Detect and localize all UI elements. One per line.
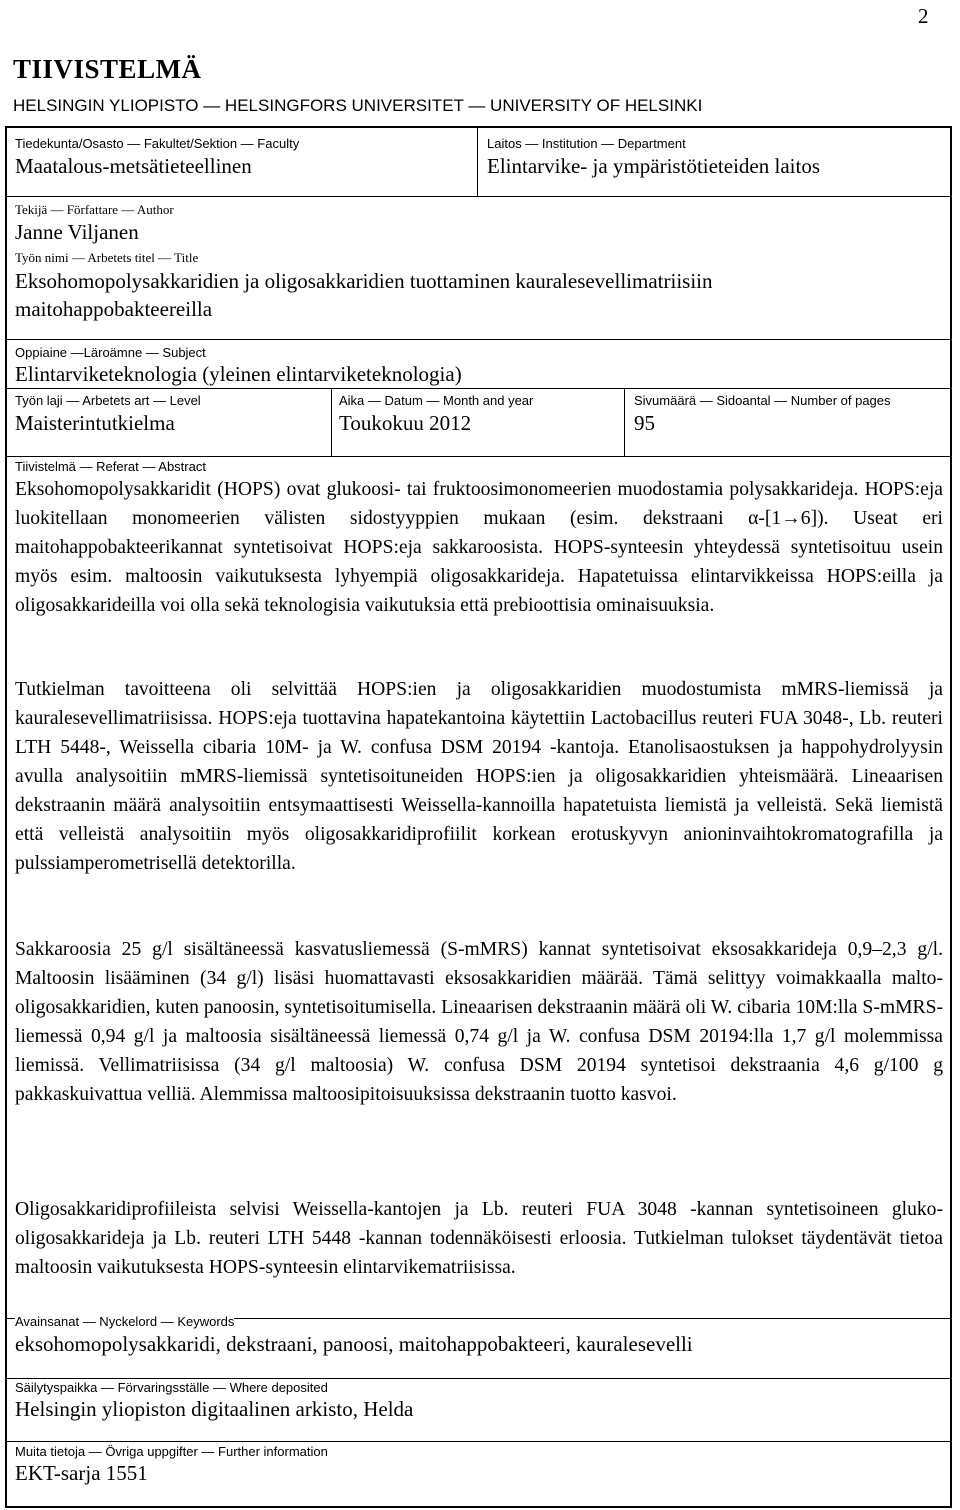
abstract-paragraph-3: Sakkaroosia 25 g/l sisältäneessä kasvatusliemessä (S-mMRS) kannat syntetisoivat eksosakkarideja 0,9–2,3 g/l. Maltoosin lisääminen (34 g/l) lisäsi huomattavasti eksosakkaridien määrää. Tämä selittyy voimakkaalla malto-oligosakkaridien, kuten panoosin, syntetisoitumisella. Lineaarisen dekstraanin määrä oli W. cibaria 10M:lla S-mMRS-liemessä 0,94 g/l ja maltoosia sisältäneessä liemessä 0,74 g/l ja W. confusa DSM 20194:lla 1,7 g/l molemmissa liemissä. Vellimatriisissa (34 g/l maltoosia) W. confusa DSM 20194 syntetisoi dekstraania 4,6 g/100 g pakkaskuivattua velliä. Alemmissa maltoosipitoisuuksissa dekstraanin tuotto kasvoi. (15, 939, 943, 1105)
abstract-label: Tiivistelmä — Referat — Abstract (15, 459, 206, 474)
row1-divider (477, 128, 478, 196)
deposited-value: Helsingin yliopiston digitaalinen arkisto, Helda (15, 1397, 414, 1421)
divider-7 (7, 1441, 950, 1442)
further-label: Muita tietoja — Övriga uppgifter — Further information (15, 1444, 328, 1459)
divider-6 (7, 1378, 950, 1379)
faculty-label: Tiedekunta/Osasto — Fakultet/Sektion — Faculty (15, 136, 300, 151)
further-value: EKT-sarja 1551 (15, 1461, 148, 1485)
pages-label: Sivumäärä — Sidoantal — Number of pages (634, 393, 891, 408)
university-header: HELSINGIN YLIOPISTO — HELSINGFORS UNIVERSITET — UNIVERSITY OF HELSINKI (13, 96, 703, 115)
row-divider-b (624, 388, 625, 456)
date-value: Toukokuu 2012 (339, 411, 472, 435)
date-label: Aika — Datum — Month and year (339, 393, 534, 408)
page-number: 2 (918, 4, 929, 28)
page-title: TIIVISTELMÄ (13, 54, 202, 84)
subject-value: Elintarviketeknologia (yleinen elintarviketeknologia) (15, 362, 462, 386)
abstract-paragraph-2: Tutkielman tavoitteena oli selvittää HOPS:ien ja oligosakkaridien muodostumista mMRS-liemissä ja kauralesevellimatriisissa. HOPS:eja tuottavina hapatekantoina käytettiin Lactobacillus reuteri FUA 3048-, Lb. reuteri LTH 5448-, Weissella cibaria 10M- ja W. confusa DSM 20194 -kantoja. Etanolisaostuksen ja happohydrolyysin avulla analysoitiin mMRS-liemissä syntetisoituneiden HOPS:ien ja oligosakkaridien yhteismäärä. Lineaarisen dekstraanin määrä analysoitiin entsymaattisesti Weissella-kannoilla hapatetuista liemistä ja velleistä. Sekä liemistä että velleistä analysoitiin myös oligosakkaridiprofiilit korkean erotuskyvyn anioninvaihtokromatografilla ja pulssiamperometrisellä detektorilla. (15, 679, 943, 874)
divider-1 (7, 196, 950, 197)
abstract-paragraph-4: Oligosakkaridiprofiileista selvisi Weissella-kantojen ja Lb. reuteri FUA 3048 -kannan syntetisoineen gluko-oligosakkarideja ja Lb. reuteri LTH 5448 -kannan todennäköisesti erloosia. Tutkielman tulokset täydentävät tietoa maltoosin vaikutuksesta HOPS-synteesin elintarvikematriisissa. (15, 1199, 943, 1278)
author-value: Janne Viljanen (15, 220, 139, 244)
work-title-line2: maitohappobakteereilla (15, 297, 213, 321)
keywords-value: eksohomopolysakkaridi, dekstraani, panoosi, maitohappobakteeri, kauralesevelli (15, 1332, 693, 1356)
keywords-label: Avainsanat — Nyckelord — Keywords (15, 1314, 235, 1329)
subject-label: Oppiaine —Läroämne — Subject (15, 345, 206, 360)
abstract-paragraph-1: Eksohomopolysakkaridit (HOPS) ovat glukoosi- tai fruktoosimonomeerien muodostamia polysakkarideja. HOPS:eja luokitellaan monomeerien välisten sidostyyppien mukaan (esim. dekstraani α-[1→6]). Useat eri maitohappobakteerikannat syntetisoivat HOPS:eja sakkaroosista. HOPS-synteesin yhteydessä syntetisoituu usein myös esim. maltoosin vaikutuksesta lyhyempiä oligosakkarideja. Hapatetuissa elintarvikkeissa HOPS:eilla ja oligosakkarideilla voi olla sekä teknologisia vaikutuksia että prebioottisia ominaisuuksia. (15, 479, 943, 616)
deposited-label: Säilytyspaikka — Förvaringsställe — Where deposited (15, 1380, 328, 1395)
divider-4 (7, 456, 950, 457)
author-label: Tekijä — Författare — Author (15, 202, 174, 217)
work-title-line1: Eksohomopolysakkaridien ja oligosakkaridien tuottaminen kauralesevellimatriisiin (15, 269, 713, 293)
department-label: Laitos — Institution — Department (487, 136, 686, 151)
row-divider-a (331, 388, 332, 456)
work-title-label: Työn nimi — Arbetets titel — Title (15, 250, 199, 265)
pages-value: 95 (634, 411, 655, 435)
department-value: Elintarvike- ja ympäristötieteiden laitos (487, 154, 820, 178)
level-value: Maisterintutkielma (15, 411, 175, 435)
level-label: Työn laji — Arbetets art — Level (15, 393, 201, 408)
faculty-value: Maatalous-metsätieteellinen (15, 154, 252, 178)
divider-3 (7, 388, 950, 389)
abstract-form (5, 126, 952, 1508)
divider-2 (7, 339, 950, 340)
